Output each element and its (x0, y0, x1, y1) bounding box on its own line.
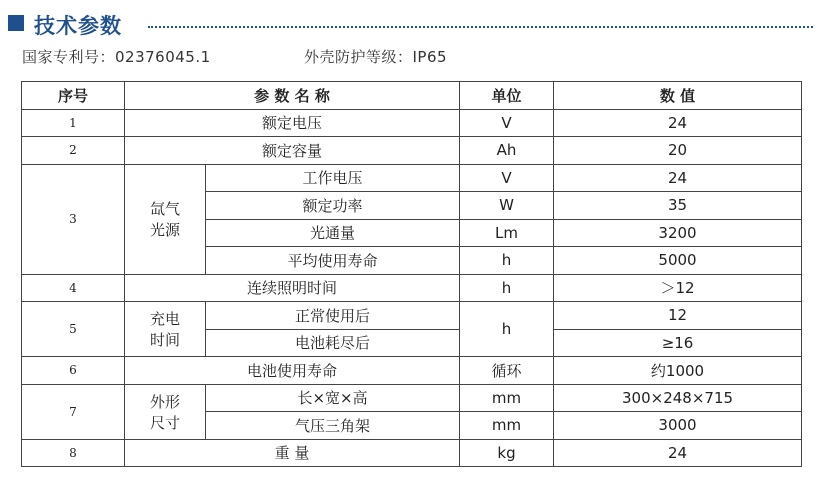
table-row (22, 357, 802, 385)
param-unit: Lm (460, 219, 554, 247)
table-row (22, 274, 802, 302)
sub-param-name: 电池耗尽后 (206, 329, 460, 357)
group-label-line: 外形 (149, 392, 180, 411)
param-name: 额定电压 (125, 109, 460, 137)
param-group (125, 164, 206, 274)
ip-rating: 外壳防护等级：IP65 (304, 48, 448, 66)
table-row (22, 302, 802, 330)
param-value: ＞12 (554, 274, 802, 302)
param-name: 重 量 (125, 439, 460, 467)
group-label-line: 光源 (149, 221, 180, 239)
row-no: 4 (22, 274, 125, 302)
table-row (22, 109, 802, 137)
sub-param-name: 额定功率 (206, 192, 460, 220)
param-value: 20 (554, 137, 802, 165)
row-no: 8 (22, 439, 125, 467)
sub-param-name: 正常使用后 (206, 302, 460, 330)
param-value: 24 (554, 439, 802, 467)
row-no: 1 (22, 109, 125, 137)
header-square-icon (8, 15, 24, 31)
param-value: 3200 (554, 219, 802, 247)
param-unit: V (460, 164, 554, 192)
section-title: 技术参数 (34, 14, 122, 38)
section-header (8, 6, 813, 40)
param-name: 额定容量 (125, 137, 460, 165)
table-row (22, 384, 802, 412)
param-value: 300×248×715 (554, 384, 802, 412)
row-no: 6 (22, 357, 125, 385)
param-value: 12 (554, 302, 802, 330)
param-value: ≥16 (554, 329, 802, 357)
param-value: 3000 (554, 412, 802, 440)
param-unit: Ah (460, 137, 554, 165)
table-row (22, 164, 802, 192)
row-no: 2 (22, 137, 125, 165)
header-unit: 单位 (460, 82, 554, 110)
param-value: 35 (554, 192, 802, 220)
table-row (22, 439, 802, 467)
param-value: 5000 (554, 247, 802, 275)
sub-param-name: 光通量 (206, 219, 460, 247)
param-unit: mm (460, 384, 554, 412)
header-no: 序号 (22, 82, 125, 110)
param-unit: 循环 (460, 357, 554, 385)
patent-number: 国家专利号：02376045.1 (22, 48, 211, 66)
group-label-line: 尺寸 (149, 413, 180, 432)
param-unit: h (460, 274, 554, 302)
table-header-row (22, 82, 802, 110)
param-unit: mm (460, 412, 554, 440)
param-unit: V (460, 109, 554, 137)
group-label-line: 氙气 (149, 200, 180, 218)
row-no: 5 (22, 302, 125, 357)
header-value: 数 值 (554, 82, 802, 110)
dotted-divider (148, 26, 813, 28)
param-unit: h (460, 247, 554, 275)
param-unit: h (460, 302, 554, 357)
row-no: 7 (22, 384, 125, 439)
param-name: 电池使用寿命 (125, 357, 460, 385)
param-value: 24 (554, 164, 802, 192)
param-group (125, 384, 206, 439)
param-unit: kg (460, 439, 554, 467)
param-unit: W (460, 192, 554, 220)
spec-table (21, 81, 802, 467)
sub-param-name: 长×宽×高 (206, 384, 460, 412)
group-label-line: 充电 (149, 310, 180, 328)
sub-param-name: 气压三角架 (206, 412, 460, 440)
table-row (22, 137, 802, 165)
param-value: 约1000 (554, 357, 802, 385)
sub-param-name: 平均使用寿命 (206, 247, 460, 275)
sub-param-name: 工作电压 (206, 164, 460, 192)
group-label-line: 时间 (149, 331, 180, 349)
header-param: 参 数 名 称 (125, 82, 460, 110)
param-name: 连续照明时间 (125, 274, 460, 302)
param-value: 24 (554, 109, 802, 137)
param-group (125, 302, 206, 357)
row-no: 3 (22, 164, 125, 274)
